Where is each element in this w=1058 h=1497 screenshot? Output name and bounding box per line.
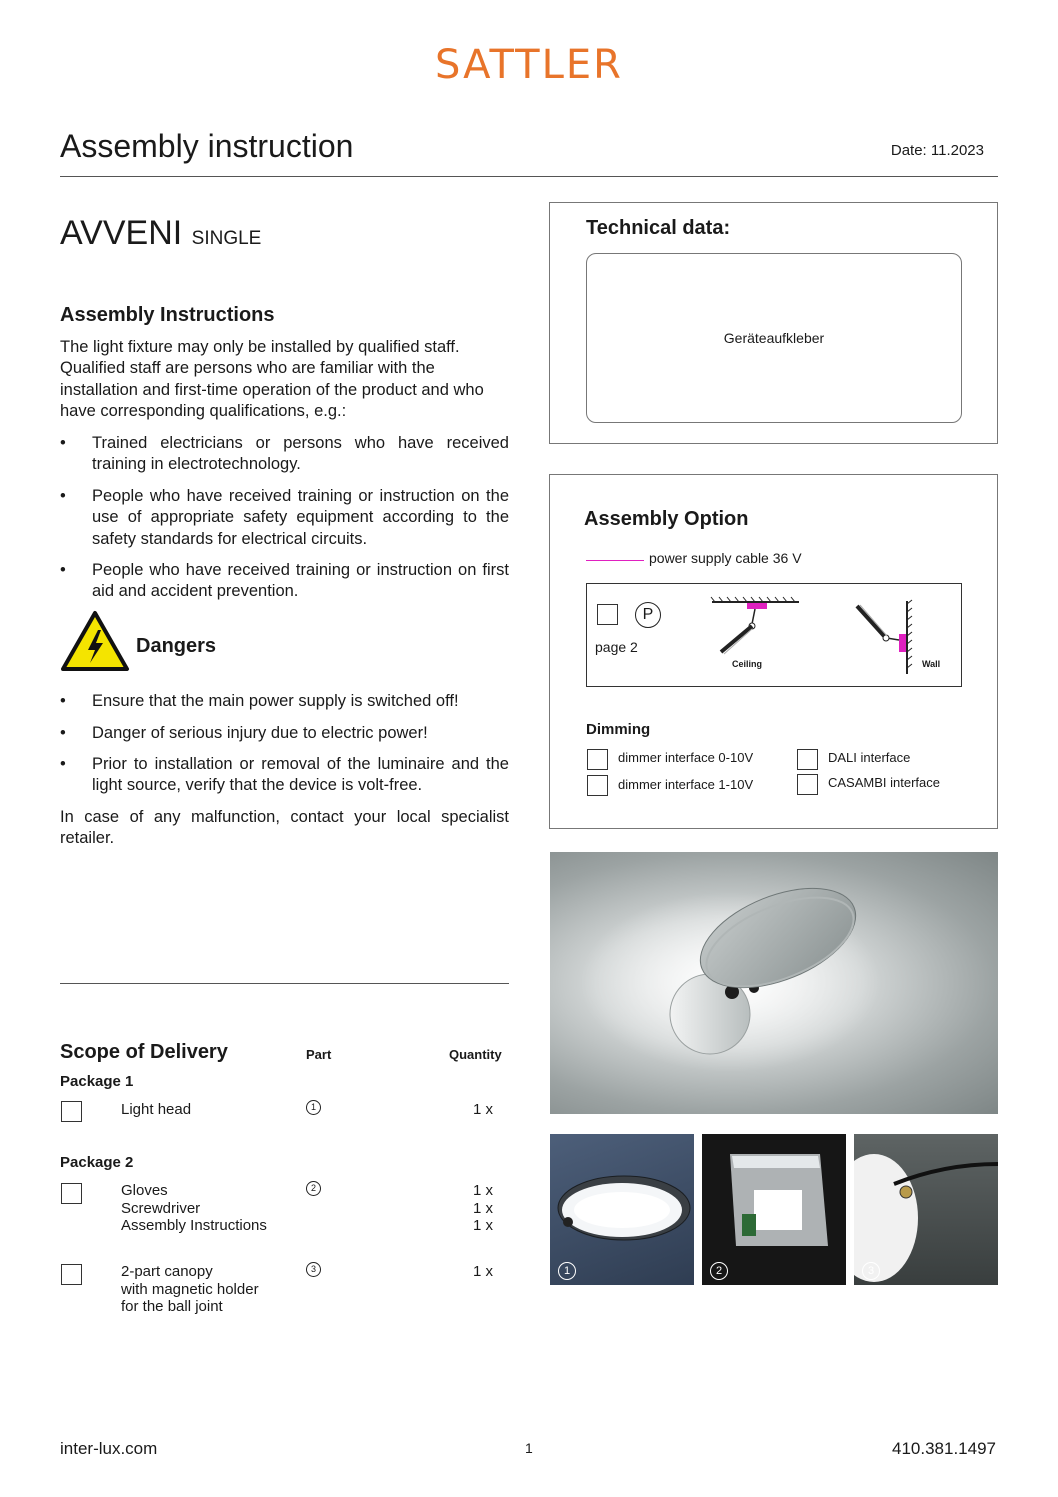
bullet-dot: •: [60, 724, 66, 742]
assembly-option-box: [549, 474, 998, 829]
luminaire-illustration: [550, 852, 998, 1114]
header-divider: [60, 176, 998, 177]
product-photo: [550, 852, 998, 1114]
dimming-checkbox-0-10v[interactable]: [587, 749, 608, 770]
bullet-dot: •: [60, 434, 66, 452]
product-title: [60, 214, 261, 253]
assembly-intro: The light fixture may only be installed by qualified staff. Qualified staff are persons who are familiar with the installation and first-time operation of the product and who have corresponding qualifications, e.g.:: [60, 338, 484, 420]
delivery-item: for the ball joint: [121, 1298, 223, 1315]
delivery-checkbox[interactable]: [61, 1183, 82, 1204]
scope-col-part: Part: [306, 1047, 332, 1062]
bullet-text: Danger of serious injury due to electric power!: [92, 724, 428, 742]
bullet-text: Prior to installation or removal of the luminaire and the light source, verify that the device is volt-free.: [92, 755, 509, 795]
assembly-option-heading: Assembly Option: [584, 508, 749, 530]
delivery-item: Gloves: [121, 1182, 168, 1199]
photo-light-head: [550, 1134, 694, 1285]
footer-article-code: 410.381.1497: [892, 1439, 996, 1458]
dangers-outro: In case of any malfunction, contact your local specialist retailer.: [60, 808, 509, 848]
scope-heading: Scope of Delivery: [60, 1041, 228, 1063]
scope-col-quantity: Quantity: [449, 1047, 502, 1062]
delivery-item: with magnetic holder: [121, 1280, 259, 1298]
footer-page-number: 1: [525, 1440, 533, 1456]
bullet-text: Ensure that the main power supply is switched off!: [92, 692, 459, 710]
bullet-dot: •: [60, 755, 66, 773]
danger-bullet: [60, 723, 509, 744]
document-date: Date: 11.2023: [890, 142, 984, 159]
delivery-item: Screwdriver: [121, 1199, 201, 1217]
dimming-label: CASAMBI interface: [828, 775, 940, 790]
bullet-dot: •: [60, 561, 66, 579]
delivery-checkbox[interactable]: [61, 1101, 82, 1122]
dimming-checkbox-casambi[interactable]: [797, 774, 818, 795]
package-label: Package 1: [60, 1073, 134, 1090]
p-symbol: P: [635, 602, 661, 628]
document-title: Assembly instruction: [60, 128, 354, 164]
delivery-qty: 1 x: [473, 1101, 494, 1118]
assembly-bullet: [60, 486, 509, 550]
technical-data-box: [549, 202, 998, 444]
cable-legend-label: power supply cable 36 V: [649, 550, 802, 566]
part-number-badge: 3: [306, 1262, 321, 1277]
delivery-item: Light head: [121, 1101, 192, 1118]
section-divider: [60, 983, 509, 984]
dimming-checkbox-1-10v[interactable]: [587, 775, 608, 796]
part-number-badge: 2: [306, 1181, 321, 1196]
bullet-text: People who have received training or instruction on the use of appropriate safety equipment according to the safety standards for electrical circuits.: [92, 487, 509, 548]
delivery-item: 2-part canopy: [121, 1263, 213, 1280]
mounting-options-panel: [586, 583, 962, 687]
bullet-dot: •: [60, 487, 66, 505]
footer-website[interactable]: inter-lux.com: [60, 1439, 158, 1458]
photo-number-badge: 2: [710, 1262, 728, 1280]
assembly-bullet: [60, 433, 509, 476]
delivery-qty: 1 x: [473, 1199, 494, 1217]
bullet-text: People who have received training or instruction on first aid and accident prevention.: [92, 561, 509, 601]
bullet-dot: •: [60, 692, 66, 710]
photo-canopy: [854, 1134, 998, 1285]
mounting-option-checkbox[interactable]: [597, 604, 618, 625]
page-reference: page 2: [595, 639, 638, 655]
brand-logo: SATTLER: [435, 42, 623, 88]
photo-number-badge: 3: [862, 1262, 880, 1280]
device-sticker-area: [586, 253, 962, 423]
assembly-bullet: [60, 560, 509, 603]
dimming-checkbox-dali[interactable]: [797, 749, 818, 770]
danger-bullet: [60, 754, 509, 797]
technical-heading: Technical data:: [586, 217, 731, 239]
cable-legend-line: [586, 560, 644, 561]
delivery-qty: 1 x: [473, 1263, 494, 1280]
part-number-badge: 1: [306, 1100, 321, 1115]
delivery-qty: 1 x: [473, 1217, 494, 1234]
delivery-checkbox[interactable]: [61, 1264, 82, 1285]
photo-accessories-bag: [702, 1134, 846, 1285]
product-name: AVVENI: [60, 214, 183, 252]
dimming-label: dimmer interface 0-10V: [618, 750, 754, 765]
wall-label: Wall: [922, 659, 941, 669]
wall-mount-diagram-icon: [849, 596, 919, 676]
device-sticker-label: Geräteaufkleber: [723, 330, 825, 346]
delivery-qty-group: [473, 1182, 493, 1235]
delivery-qty: 1 x: [473, 1182, 494, 1199]
delivery-item: Assembly Instructions: [121, 1217, 267, 1234]
bullet-text: Trained electricians or persons who have received training in electrotechnology.: [92, 434, 509, 474]
ceiling-label: Ceiling: [732, 659, 763, 669]
delivery-item-group: [121, 1182, 267, 1235]
delivery-item-group: [121, 1263, 259, 1316]
photo-number-badge: 1: [558, 1262, 576, 1280]
dangers-heading: Dangers: [136, 635, 217, 657]
high-voltage-warning-icon: [60, 610, 130, 672]
danger-bullet: [60, 691, 509, 712]
dimming-heading: Dimming: [586, 721, 651, 738]
assembly-heading: Assembly Instructions: [60, 304, 275, 326]
product-variant: SINGLE: [191, 228, 262, 249]
dimming-label: DALI interface: [828, 750, 911, 765]
ceiling-mount-diagram-icon: [707, 596, 807, 666]
package-label: Package 2: [60, 1154, 134, 1171]
dimming-label: dimmer interface 1-10V: [618, 777, 754, 792]
